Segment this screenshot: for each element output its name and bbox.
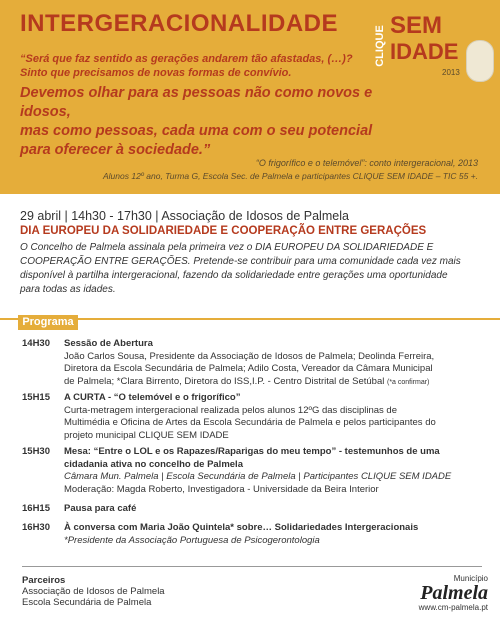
municipio-url[interactable]: www.cm-palmela.pt [418,603,488,612]
program-item [22,503,482,517]
event-date-line: 29 abril | 14h30 - 17h30 | Associação de Idosos de Palmela [20,209,349,223]
programa-label: Programa [18,315,78,330]
program-time: 16H15 [22,503,50,514]
quote-authors: Alunos 12º ano, Turma G, Escola Sec. de Palmela e participantes CLIQUE SEM IDADE – TIC 55 +. [103,171,478,181]
event-intro: O Concelho de Palmela assinala pela primeira vez o DIA EUROPEU DA SOLIDARIEDADE E COOPERAÇÃO ENTRE GERAÇÕES. Pretende-se contribuir para uma comunidade cada vez mais disponível à partilha intergeracional, fazendo da solidariedade entre gerações uma oportunidade para todas as idades. [20,242,461,295]
municipio-label: Município [453,574,488,583]
logo-idade-text: IDADE [390,39,459,64]
partners-title: Parceiros [22,575,66,586]
logo-year: 2013 [442,68,460,77]
logo-clique-text: CLIQUE [374,25,386,67]
program-item: 15H15 A CURTA - “O telemóvel e o frigorífico” Curta-metragem intergeracional realizada pelos alunos 12ºG das disciplinas de Multimédia e Oficina de Artes da Escola Secundária de Palmela e pelos participantes do projeto municipal CLIQUE SEM IDADE [22,392,482,442]
quote-main: Devemos olhar para as pessoas não como novos e idosos, mas como pessoas, cada uma com o seu potencial para oferecer à sociedade.” [20,85,373,158]
program-time: 15H15 [22,392,50,403]
program-time: 15H30 [22,446,50,457]
header-band [0,0,500,194]
logo-sem-text: SEM [390,12,443,39]
partners-block [22,575,165,608]
program-item: 16H30 À conversa com Maria João Quintela* sobre… Solidariedades Intergeracionais *Presidente da Associação Portuguesa de Psicogerontologia [22,522,482,550]
program-time: 14H30 [22,338,50,349]
footer-divider [22,566,482,567]
municipio-palmela-logo [388,574,488,612]
program-title: À conversa com Maria João Quintela* sobre… Solidariedades Intergeracionais [64,522,419,533]
program-time: 16H30 [22,522,50,533]
poster-title: INTERGERACIONALIDADE [20,10,339,37]
partner-item: Associação de Idosos de Palmela [22,586,165,597]
program-item: 14H30 Sessão de Abertura João Carlos Sousa, Presidente da Associação de Idosos de Palmela; Deolinda Ferreira, Diretora da Escola Secundária de Palmela; Adilo Costa, Vereador da Câmara Municipal de Palmela; *Clara Birrento, Diretora do ISS,I.P. - Centro Distrital de Setúbal (*a confirmar) [22,338,482,388]
program-title: Pausa para café [64,503,137,514]
program-title: A CURTA - “O telemóvel e o frigorífico” [64,392,241,403]
program-title: Mesa: “Entre o LOL e os Rapazes/Raparigas do meu tempo” - testemunhos de uma [64,446,440,457]
event-title: DIA EUROPEU DA SOLIDARIEDADE E COOPERAÇÃO ENTRE GERAÇÕES [20,225,427,237]
municipio-name: Palmela [420,582,488,604]
program-item: 15H30 Mesa: “Entre o LOL e os Rapazes/Raparigas do meu tempo” - testemunhos de uma cidadania ativa no concelho de Palmela Câmara Mun. Palmela | Escola Secundária de Palmela | Participantes CLIQUE SEM IDADE Moderação: Magda Roberto, Investigadora - Universidade da Beira Interior [22,446,482,496]
program-title: Sessão de Abertura [64,338,153,349]
quote-intro: “Será que faz sentido as gerações andarem tão afastadas, (…)? Sinto que precisamos de novas formas de convívio. [20,53,353,79]
partner-item: Escola Secundária de Palmela [22,597,152,608]
confirm-note: (*a confirmar) [386,378,430,386]
computer-mouse-icon [466,40,494,82]
quote-source: “O frigorífico e o telemóvel”: conto intergeracional, 2013 [255,158,478,168]
